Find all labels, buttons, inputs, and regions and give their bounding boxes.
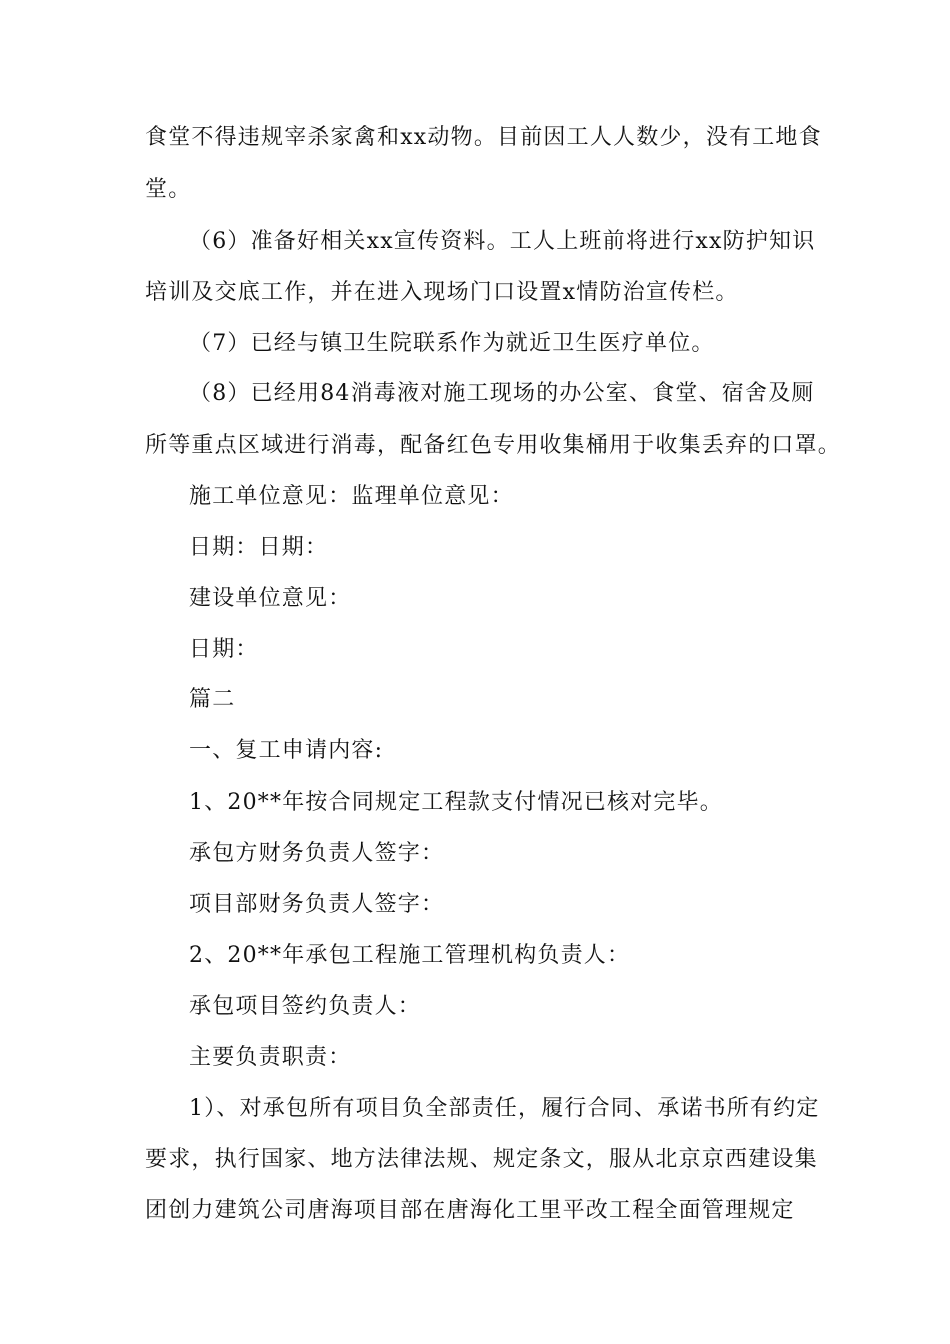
paragraph-line: 1）、对承包所有项目负全部责任，履行合同、承诺书所有约定 [189,1096,820,1121]
section-heading: 篇二 [189,687,236,712]
paragraph-line: 建设单位意见： [189,586,352,611]
paragraph-line: （8）已经用84消毒液对施工现场的办公室、食堂、宿舍及厕 [189,381,815,406]
paragraph-line: 项目部财务负责人签字： [189,892,445,917]
paragraph-line: 所等重点区域进行消毒，配备红色专用收集桶用于收集丢弃的口罩。 [145,433,842,458]
paragraph-line: 团创力建筑公司唐海项目部在唐海化工里平改工程全面管理规定 [145,1198,795,1223]
paragraph-line: 承包项目签约负责人： [189,994,422,1019]
paragraph-line: 培训及交底工作，并在进入现场门口设置x情防治宣传栏。 [145,280,739,305]
paragraph-line: 要求，执行国家、地方法律法规、规定条文，服从北京京西建设集 [145,1147,818,1172]
paragraph-line: （7）已经与镇卫生院联系作为就近卫生医疗单位。 [189,331,715,356]
paragraph-line: 2、20**年承包工程施工管理机构负责人： [189,943,631,968]
paragraph-line: 主要负责职责： [189,1045,352,1070]
paragraph-line: 堂。 [145,177,192,202]
paragraph-line: （6）准备好相关xx宣传资料。工人上班前将进行xx防护知识 [189,229,816,254]
paragraph-line: 日期： [189,637,259,662]
paragraph-line: 承包方财务负责人签字： [189,841,445,866]
paragraph-line: 1、20**年按合同规定工程款支付情况已核对完毕。 [189,790,723,815]
paragraph-line: 一、复工申请内容: [189,738,384,763]
paragraph-line: 食堂不得违规宰杀家禽和xx动物。目前因工人人数少，没有工地食 [145,125,822,150]
paragraph-line: 日期：日期： [189,535,329,560]
paragraph-line: 施工单位意见：监理单位意见： [189,484,514,509]
